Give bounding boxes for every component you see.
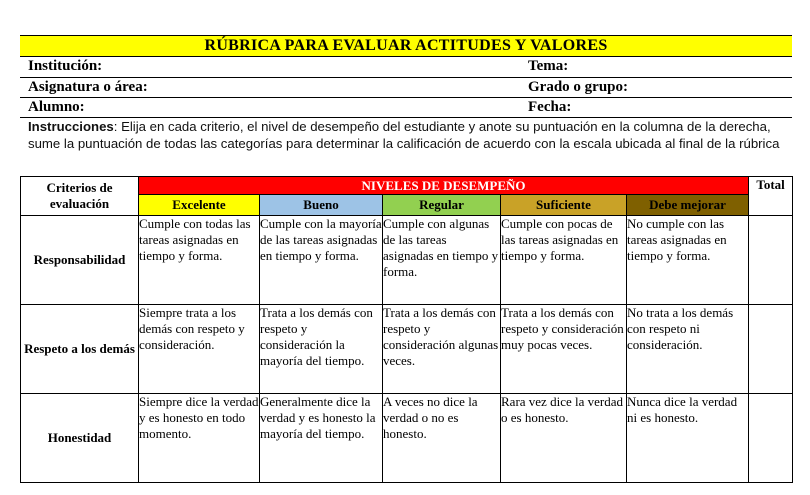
descriptor-cell: Nunca dice la verdad ni es honesto.	[627, 394, 749, 483]
descriptor-cell: Rara vez dice la verdad o es honesto.	[501, 394, 627, 483]
total-cell[interactable]	[749, 216, 793, 305]
descriptor-cell: Cumple con la mayoría de las tareas asignadas en tiempo y forma.	[260, 216, 383, 305]
levels-header: NIVELES DE DESEMPEÑO	[139, 177, 749, 195]
level-suficiente: Suficiente	[501, 195, 627, 216]
criterion-cell: Honestidad	[21, 394, 139, 483]
instructions-text: : Elija en cada criterio, el nivel de desempeño del estudiante y anote su puntuación en la columna de la derecha, sume la puntuación de todas las categorías para determinar la calificación de acuerdo con la escala ubicada al final de la rúbrica	[28, 119, 780, 151]
level-bueno: Bueno	[260, 195, 383, 216]
institucion-label: Institución:	[28, 58, 103, 74]
descriptor-cell: No trata a los demás con respeto ni consideración.	[627, 305, 749, 394]
descriptor-cell: Trata a los demás con respeto y consideración muy pocas veces.	[501, 305, 627, 394]
descriptor-cell: Siempre dice la verdad y es honesto en todo momento.	[139, 394, 260, 483]
info-row-asignatura	[28, 78, 792, 97]
info-row-alumno	[28, 98, 792, 117]
level-regular: Regular	[383, 195, 501, 216]
table-row	[21, 394, 793, 483]
descriptor-cell: Cumple con algunas de las tareas asignadas en tiempo y forma.	[383, 216, 501, 305]
fecha-label: Fecha:	[528, 99, 572, 115]
total-cell[interactable]	[749, 305, 793, 394]
asignatura-label: Asignatura o área:	[28, 79, 148, 95]
criterion-cell: Respeto a los demás	[21, 305, 139, 394]
table-row	[21, 305, 793, 394]
descriptor-cell: Cumple con pocas de las tareas asignadas en tiempo y forma.	[501, 216, 627, 305]
level-debe-mejorar: Debe mejorar	[627, 195, 749, 216]
table-row	[21, 216, 793, 305]
criteria-header: Criterios de evaluación	[21, 177, 139, 216]
descriptor-cell: No cumple con las tareas asignadas en tiempo y forma.	[627, 216, 749, 305]
descriptor-cell: Trata a los demás con respeto y consideración algunas veces.	[383, 305, 501, 394]
instructions	[28, 118, 788, 152]
instructions-label: Instrucciones	[28, 119, 114, 134]
criterion-cell: Responsabilidad	[21, 216, 139, 305]
descriptor-cell: Cumple con todas las tareas asignadas en tiempo y forma.	[139, 216, 260, 305]
total-header: Total	[749, 177, 793, 216]
descriptor-cell: Siempre trata a los demás con respeto y consideración.	[139, 305, 260, 394]
tema-label: Tema:	[528, 58, 569, 74]
total-cell[interactable]	[749, 394, 793, 483]
level-excelente: Excelente	[139, 195, 260, 216]
page-title: RÚBRICA PARA EVALUAR ACTITUDES Y VALORES	[20, 35, 792, 57]
alumno-label: Alumno:	[28, 99, 85, 115]
rubric-table	[20, 176, 793, 483]
descriptor-cell: Generalmente dice la verdad y es honesto la mayoría del tiempo.	[260, 394, 383, 483]
descriptor-cell: Trata a los demás con respeto y consideración la mayoría del tiempo.	[260, 305, 383, 394]
grado-label: Grado o grupo:	[528, 79, 629, 95]
info-row-institucion	[28, 57, 792, 76]
descriptor-cell: A veces no dice la verdad o no es honesto.	[383, 394, 501, 483]
